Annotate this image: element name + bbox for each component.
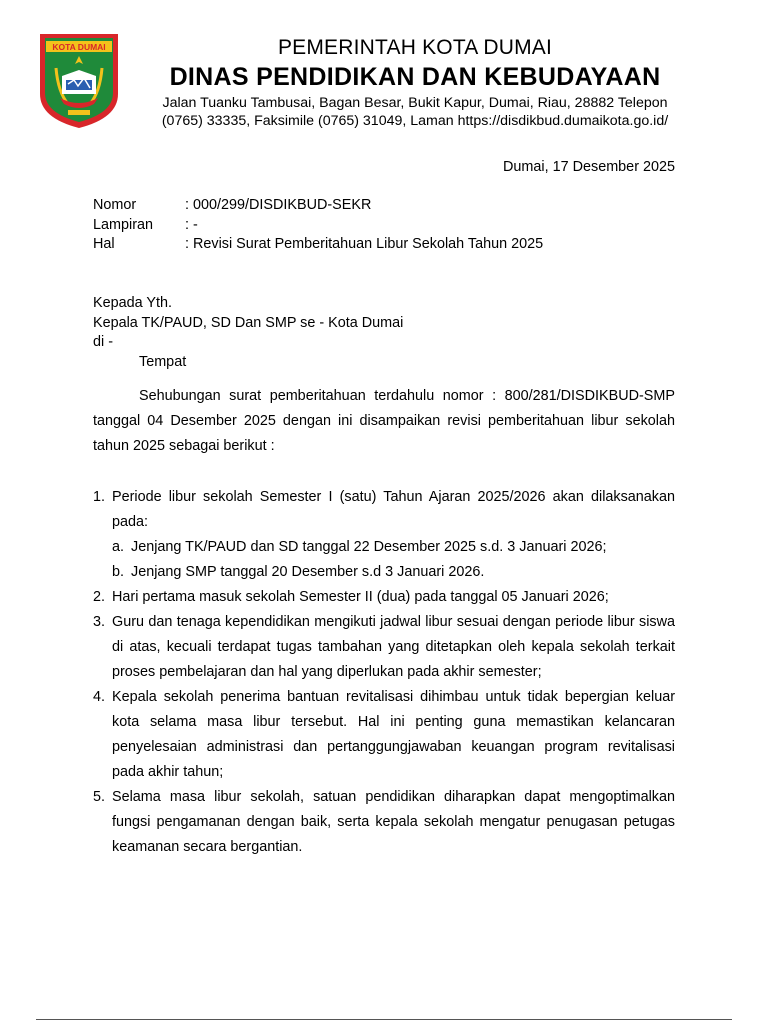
item-number: 4. (93, 689, 106, 705)
meta-label: Lampiran (93, 216, 153, 233)
meta-value: : - (185, 216, 198, 233)
item-number: 3. (93, 614, 106, 630)
list-item (93, 685, 675, 785)
list-item (93, 785, 675, 860)
item-text: Guru dan tenaga kependidikan mengikuti jadwal libur sesuai dengan periode libur siswa di atas, kecuali terdapat tugas tambahan yang ditetapkan oleh kepala sekolah terkait proses pembelajaran dan hal yang diperlukan pada akhir semester; (112, 614, 675, 680)
agency-address (130, 94, 700, 130)
meta-label: Hal (93, 236, 115, 252)
sub-item-letter: b. (112, 564, 125, 580)
recipient-block (93, 294, 403, 372)
government-name: PEMERINTAH KOTA DUMAI (277, 36, 553, 59)
intro-paragraph: Sehubungan surat pemberitahuan terdahulu nomor : 800/281/DISDIKBUD-SMP tanggal 04 Desember 2025 dengan ini disampaikan revisi pemberitahuan libur sekolah tahun 2025 sebagai berikut : (93, 388, 675, 454)
sub-item (93, 535, 675, 560)
recipient-place: Tempat (139, 353, 187, 370)
recipient-name: Kepala TK/PAUD, SD Dan SMP se - Kota Dumai (93, 314, 404, 331)
sub-item-letter: a. (112, 539, 125, 555)
letter-date: Dumai, 17 Desember 2025 (503, 159, 675, 175)
sub-item (93, 560, 675, 585)
sub-item-text: Jenjang SMP tanggal 20 Desember s.d 3 Januari 2026. (131, 564, 485, 580)
item-text: Hari pertama masuk sekolah Semester II (dua) pada tanggal 05 Januari 2026; (112, 589, 609, 605)
item-text: Kepala sekolah penerima bantuan revitalisasi dihimbau untuk tidak bepergian keluar kota selama masa libur tersebut. Hal ini penting guna memastikan kelancaran penyelesaian administrasi dan pertanggungjawaban keuangan program revitalisasi pada akhir tahun; (112, 689, 675, 780)
item-number: 1. (93, 489, 106, 505)
letter-body (93, 384, 675, 459)
meta-label: Nomor (93, 197, 137, 213)
list-item (93, 585, 675, 610)
item-text: Periode libur sekolah Semester I (satu) Tahun Ajaran 2025/2026 akan dilaksanakan pada: (112, 489, 675, 530)
meta-value: : 000/299/DISDIKBUD-SEKR (185, 197, 372, 213)
item-number: 5. (93, 789, 106, 805)
points-list (93, 485, 675, 860)
list-item (93, 485, 675, 535)
page-bottom-divider (36, 1019, 732, 1020)
kota-dumai-emblem-icon (38, 32, 120, 130)
logo-text: KOTA DUMAI (52, 42, 106, 52)
address-line-1: Jalan Tuanku Tambusai, Bagan Besar, Bukit Kapur, Dumai, Riau, 28882 Telepon (162, 95, 668, 111)
list-item (93, 610, 675, 685)
sub-item-text: Jenjang TK/PAUD dan SD tanggal 22 Desember 2025 s.d. 3 Januari 2026; (131, 539, 607, 555)
item-number: 2. (93, 589, 106, 605)
item-text: Selama masa libur sekolah, satuan pendidikan diharapkan dapat mengoptimalkan fungsi pengamanan dengan baik, serta kepala sekolah mengatur penugasan petugas keamanan secara bergantian. (112, 789, 675, 855)
recipient-di: di - (93, 334, 113, 350)
recipient-salutation: Kepada Yth. (93, 295, 172, 311)
address-line-2: (0765) 33335, Faksimile (0765) 31049, Laman https://disdikbud.dumaikota.go.id/ (161, 113, 669, 129)
meta-value: : Revisi Surat Pemberitahuan Libur Sekolah Tahun 2025 (185, 236, 544, 252)
agency-name: DINAS PENDIDIKAN DAN KEBUDAYAAN (169, 63, 661, 91)
